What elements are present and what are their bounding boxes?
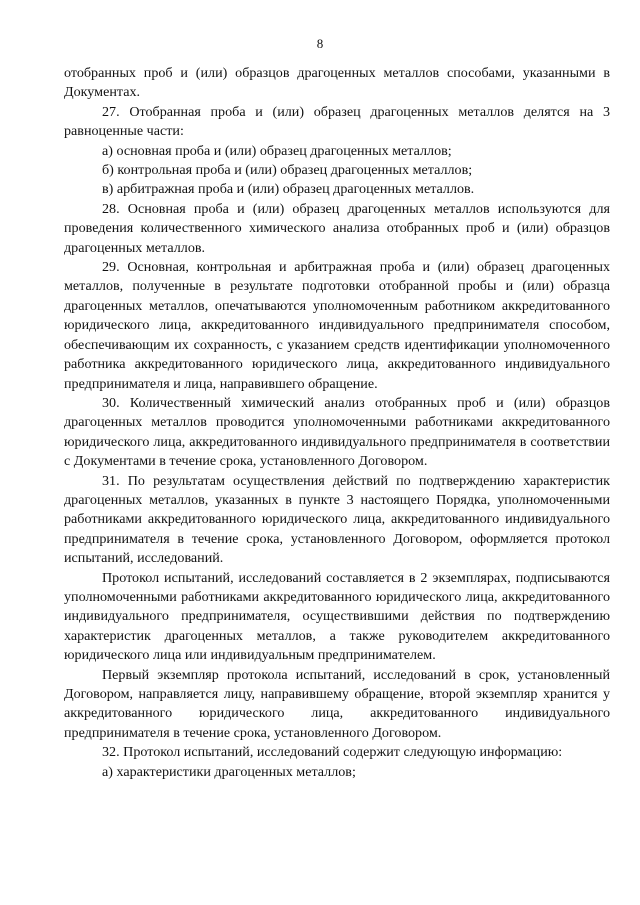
- paragraph-29: 29. Основная, контрольная и арбитражная проба и (или) образец драгоценных металлов, полученные в результате подготовки отобранной пробы и (или) образца драгоценных металлов, опечатываются уполномоченным работником аккредитованного юридического лица, аккредитованного индивидуального предпринимателя способом, обеспечивающим их сохранность, с указанием средств идентификации уполномоченного работника аккредитованного юридического лица, аккредитованного индивидуального предпринимателя и лица, направившего обращение.: [64, 259, 610, 392]
- paragraph-28: 28. Основная проба и (или) образец драгоценных металлов используются для проведения количественного химического анализа отобранных проб и (или) образцов драгоценных металлов.: [64, 200, 610, 256]
- list-item-27b: б) контрольная проба и (или) образец драгоценных металлов;: [102, 162, 473, 179]
- paragraph-continuation: отобранных проб и (или) образцов драгоценных металлов способами, указанными в Документах.: [64, 65, 610, 101]
- list-item-32a: а) характеристики драгоценных металлов;: [102, 763, 356, 780]
- paragraph-31-protocol: Протокол испытаний, исследований составляется в 2 экземплярах, подписываются уполномоченными работниками аккредитованного юридического лица, аккредитованного индивидуального предпринимателя, осуществившими действия по подтверждению характеристик драгоценных металлов, а также руководителем аккредитованного юридического лица или индивидуальным предпринимателем.: [64, 569, 610, 664]
- paragraph-27: 27. Отобранная проба и (или) образец драгоценных металлов делятся на 3 равноценные части:: [64, 103, 610, 140]
- page-number: 8: [316, 36, 324, 51]
- document-body: [64, 64, 610, 782]
- paragraph-31-first-copy: Первый экземпляр протокола испытаний, исследований в срок, установленный Договором, направляется лицу, направившему обращение, второй экземпляр хранится у аккредитованного юридического лица, аккредитованного индивидуального предпринимателя в течение срока, установленного Договором.: [64, 666, 610, 741]
- paragraph-31: 31. По результатам осуществления действий по подтверждению характеристик драгоценных металлов, указанных в пункте 3 настоящего Порядка, уполномоченными работниками аккредитованного юридического лица, аккредитованного индивидуального предпринимателя в течение срока, установленного Договором, оформляется протокол испытаний, исследований.: [64, 472, 610, 567]
- list-item-27c: в) арбитражная проба и (или) образец драгоценных металлов.: [102, 181, 475, 198]
- paragraph-30: 30. Количественный химический анализ отобранных проб и (или) образцов драгоценных металлов проводится уполномоченными работниками аккредитованного юридического лица, аккредитованного индивидуального предпринимателя в соответствии с Документами в течение срока, установленного Договором.: [64, 394, 610, 470]
- paragraph-32: 32. Протокол испытаний, исследований содержит следующую информацию:: [102, 744, 563, 761]
- list-item-27a: а) основная проба и (или) образец драгоценных металлов;: [102, 142, 452, 159]
